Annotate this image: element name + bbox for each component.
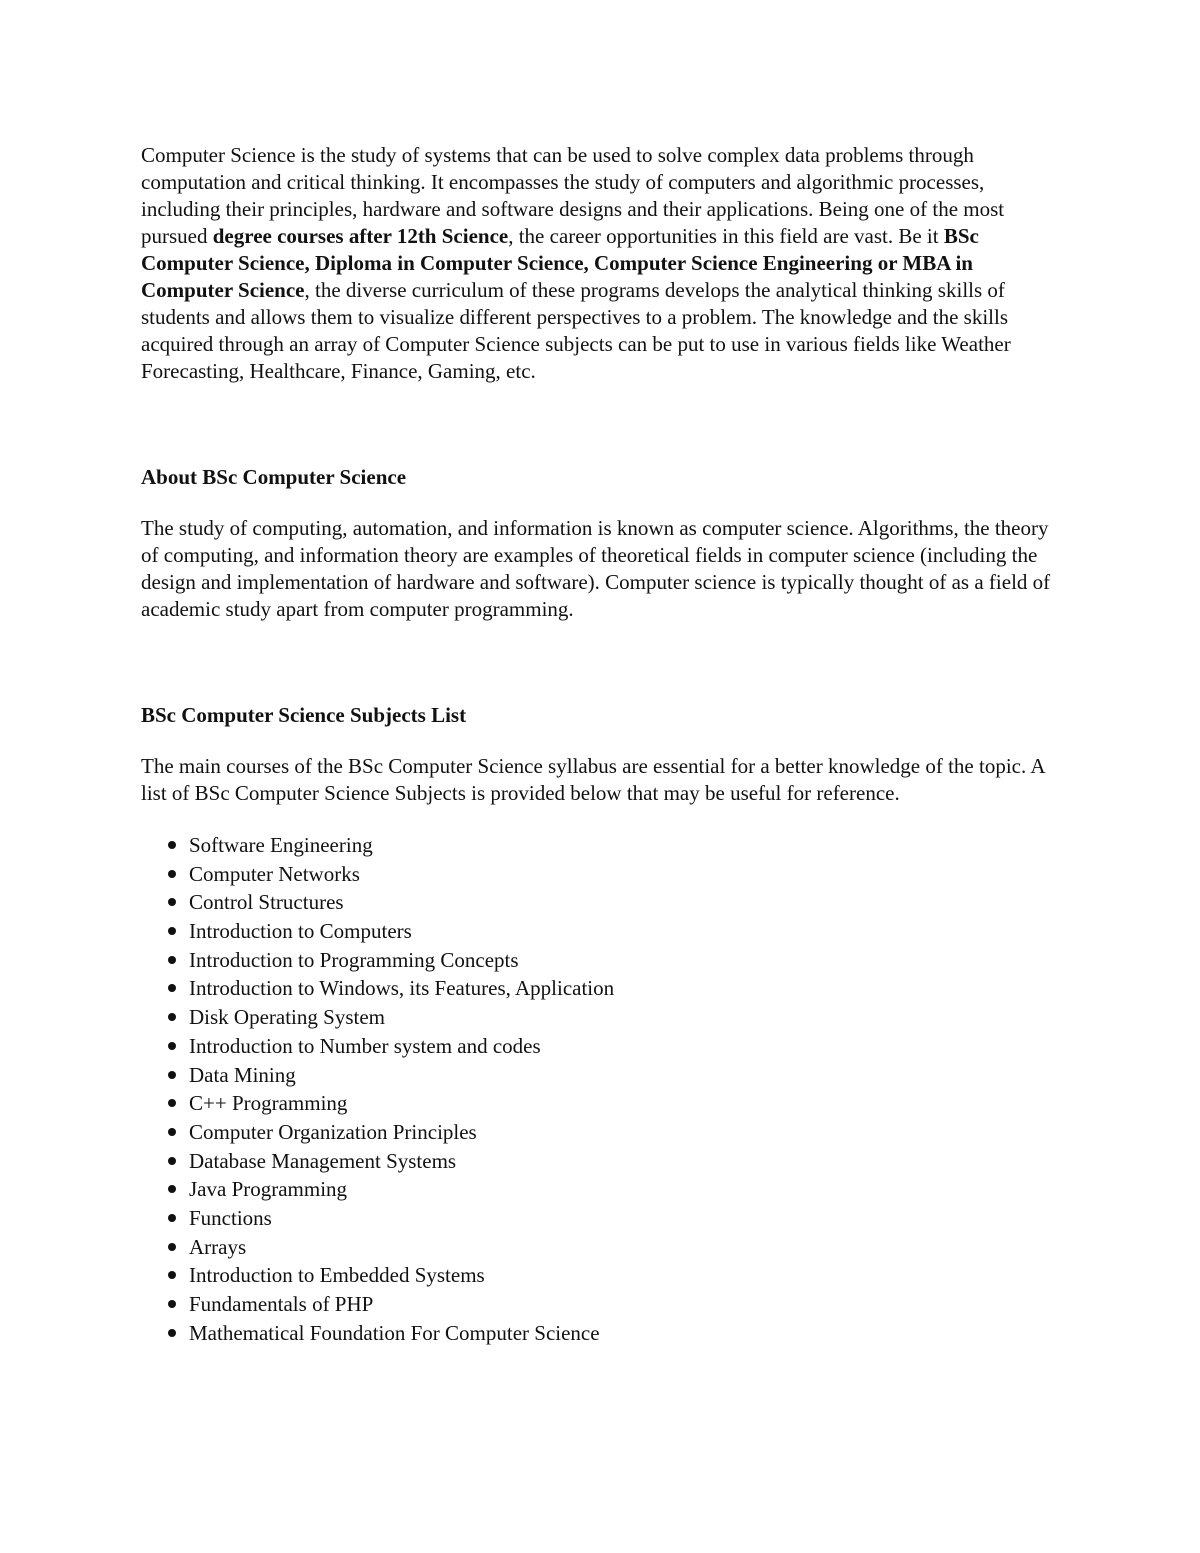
bullet-icon (168, 1300, 176, 1308)
bullet-icon (168, 1099, 176, 1107)
bullet-icon (168, 841, 176, 849)
list-item-label: C++ Programming (189, 1091, 348, 1116)
intro-text-3: , the diverse curriculum of these programs develops the analytical thinking skills of students and allows them to visualize different perspectives to a problem. The knowledge and the skills acquired through an array of Computer Science subjects can be put to use in various fields like Weather Forecasting, Healthcare, Finance, Gaming, etc. (141, 278, 1011, 383)
subjects-heading: BSc Computer Science Subjects List (141, 703, 467, 727)
bullet-icon (168, 984, 176, 992)
list-item (189, 1319, 1066, 1348)
subjects-paragraph: The main courses of the BSc Computer Science syllabus are essential for a better knowledge of the topic. A list of BSc Computer Science Subjects is provided below that may be useful for reference. (141, 754, 1045, 805)
list-item (189, 888, 1066, 917)
bullet-icon (168, 898, 176, 906)
intro-text-1: Computer Science is the study of systems that can be used to solve complex data problems through computation and critical thinking. It encompasses the study of computers and algorithmic processes, including their principles, hardware and software designs and their applications. Being one of the most pursued (141, 143, 1005, 248)
bullet-icon (168, 1271, 176, 1279)
list-item (189, 1089, 1066, 1118)
about-paragraph: The study of computing, automation, and information is known as computer science. Algorithms, the theory of computing, and information theory are examples of theoretical fields in computer science (including the design and implementation of hardware and software). Computer science is typically thought of as a field of academic study apart from computer programming. (141, 516, 1051, 621)
bullet-icon (168, 1185, 176, 1193)
list-item-label: Arrays (189, 1234, 247, 1259)
list-item-label: Introduction to Number system and codes (189, 1033, 541, 1058)
bullet-icon (168, 1128, 176, 1136)
subjects-list (141, 831, 1066, 1347)
bullet-icon (168, 1042, 176, 1050)
list-item-label: Computer Organization Principles (189, 1119, 477, 1144)
bullet-icon (168, 1243, 176, 1251)
intro-paragraph (141, 142, 1066, 385)
list-item (189, 946, 1066, 975)
list-item (189, 860, 1066, 889)
list-item-label: Java Programming (189, 1177, 348, 1202)
list-item-label: Mathematical Foundation For Computer Science (189, 1320, 600, 1345)
bullet-icon (168, 1013, 176, 1021)
bullet-icon (168, 1071, 176, 1079)
list-item (189, 1147, 1066, 1176)
list-item (189, 1261, 1066, 1290)
list-item (189, 831, 1066, 860)
list-item-label: Introduction to Programming Concepts (189, 947, 519, 972)
list-item-label: Software Engineering (189, 833, 373, 857)
list-item (189, 1233, 1066, 1262)
bullet-icon (168, 927, 176, 935)
list-item (189, 917, 1066, 946)
list-item-label: Introduction to Computers (189, 919, 412, 944)
intro-text-2: , the career opportunities in this field are vast. Be it (508, 224, 944, 248)
bullet-icon (168, 870, 176, 878)
list-item (189, 1204, 1066, 1233)
list-item (189, 1003, 1066, 1032)
list-item-label: Fundamentals of PHP (189, 1292, 374, 1316)
list-item (189, 1061, 1066, 1090)
list-item (189, 1290, 1066, 1319)
intro-bold-2: BSc Computer Science, Diploma in Computer Science, Computer Science Engineering or MBA in Computer Science (141, 224, 979, 302)
list-item (189, 1175, 1066, 1204)
list-item-label: Data Mining (189, 1062, 296, 1087)
list-item-label: Introduction to Embedded Systems (189, 1263, 485, 1288)
list-item-label: Introduction to Windows, its Features, Application (189, 976, 615, 1001)
bullet-icon (168, 1329, 176, 1337)
list-item-label: Control Structures (189, 890, 344, 915)
list-item-label: Database Management Systems (189, 1148, 457, 1173)
document-page (141, 142, 1066, 1347)
intro-bold-1: degree courses after 12th Science (212, 224, 509, 248)
list-item-label: Computer Networks (189, 861, 360, 886)
bullet-icon (168, 1157, 176, 1165)
list-item-label: Functions (189, 1205, 272, 1230)
bullet-icon (168, 956, 176, 964)
list-item-label: Disk Operating System (189, 1005, 385, 1030)
list-item (189, 1118, 1066, 1147)
bullet-icon (168, 1214, 176, 1222)
list-item (189, 1032, 1066, 1061)
list-item (189, 974, 1066, 1003)
about-heading: About BSc Computer Science (141, 465, 407, 489)
